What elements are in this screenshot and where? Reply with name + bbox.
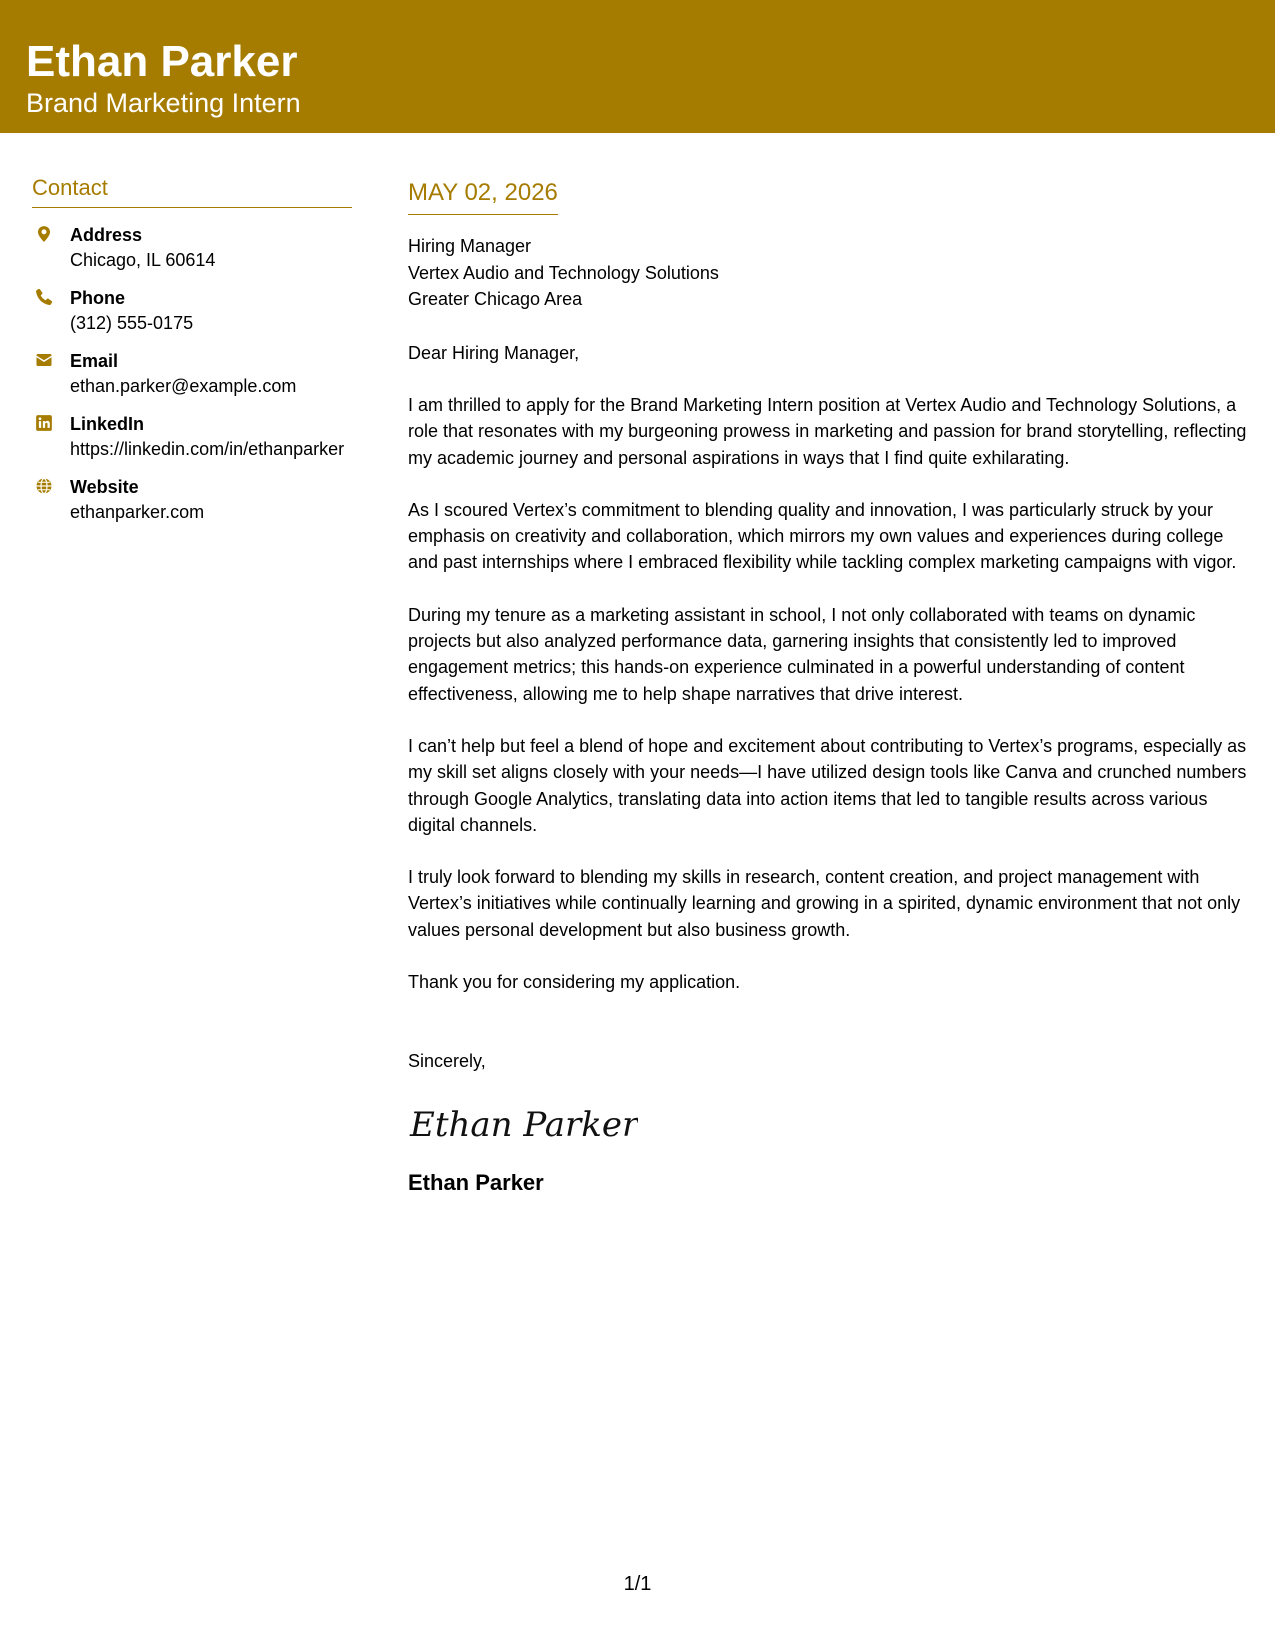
contact-list: [32, 222, 352, 525]
recipient-company: Vertex Audio and Technology Solutions: [408, 262, 719, 283]
contact-item-phone: [32, 285, 352, 336]
contact-value: (312) 555-0175: [70, 313, 194, 333]
contact-value: Chicago, IL 60614: [70, 250, 216, 270]
contact-section-title: Contact: [32, 172, 352, 208]
map-pin-icon: [35, 225, 53, 243]
contact-sidebar: [32, 172, 352, 537]
envelope-icon: [35, 351, 53, 369]
header-banner: [0, 0, 1275, 133]
letter-paragraph: Thank you for considering my application.: [408, 972, 741, 993]
letter-paragraph: As I scoured Vertex’s commitment to blending quality and innovation, I was particularly struck by your emphasis on creativity and collaboration, which mirrors my own values and experiences during college and past internships where I embraced flexibility while tackling complex marketing campaigns with vigor.: [408, 499, 1237, 573]
contact-item-linkedin: [32, 411, 352, 462]
contact-label: LinkedIn: [70, 414, 145, 434]
signature-text: Ethan Parker: [410, 1105, 638, 1146]
linkedin-icon: [35, 414, 53, 432]
handwritten-signature: [408, 1098, 1248, 1148]
letter-date: MAY 02, 2026: [408, 176, 558, 215]
recipient-title: Hiring Manager: [408, 236, 532, 256]
letter-paragraph: I truly look forward to blending my skills in research, content creation, and project management with Vertex’s initiatives while continually learning and growing in a spirited, dynamic environment that not only values personal development but also business growth.: [408, 867, 1241, 940]
contact-label: Address: [70, 225, 143, 245]
contact-value[interactable]: ethan.parker@example.com: [70, 376, 297, 396]
contact-item-address: [32, 222, 352, 273]
contact-item-website: [32, 474, 352, 525]
applicant-name: Ethan Parker: [26, 37, 298, 86]
phone-icon: [35, 288, 53, 306]
applicant-role: Brand Marketing Intern: [26, 88, 301, 118]
contact-label: Website: [70, 477, 139, 497]
contact-value[interactable]: ethanparker.com: [70, 502, 205, 522]
page-number: 1/1: [623, 1573, 652, 1595]
signed-name: Ethan Parker: [408, 1170, 544, 1196]
contact-item-email: [32, 348, 352, 399]
letter-paragraph: I am thrilled to apply for the Brand Marketing Intern position at Vertex Audio and Technology Solutions, a role that resonates with my burgeoning prowess in marketing and passion for brand storytelling, reflecting my academic journey and personal aspirations in ways that I find quite exhilarating.: [408, 395, 1247, 468]
letter-paragraph: During my tenure as a marketing assistant in school, I not only collaborated with teams on dynamic projects but also analyzed performance data, garnering insights that consistently led to improved engagement metrics; this hands-on experience culminated in a powerful understanding of content effectiveness, allowing me to help shape narratives that drive interest.: [408, 604, 1196, 704]
contact-label: Phone: [70, 288, 126, 308]
recipient-location: Greater Chicago Area: [408, 289, 583, 309]
letter-closing: Sincerely,: [408, 1051, 486, 1072]
letter-greeting: Dear Hiring Manager,: [408, 342, 580, 363]
contact-label: Email: [70, 351, 119, 371]
globe-icon: [35, 477, 53, 495]
recipient-block: [408, 233, 1248, 313]
letter-body: [408, 176, 1248, 1198]
letter-paragraph: I can’t help but feel a blend of hope and excitement about contributing to Vertex’s programs, especially as my skill set aligns closely with your needs—I have utilized design tools like Canva and crunched numbers through Google Analytics, translating data into action items that led to tangible results across various digital channels.: [408, 735, 1247, 835]
contact-value[interactable]: https://linkedin.com/in/ethanparker: [70, 439, 345, 459]
